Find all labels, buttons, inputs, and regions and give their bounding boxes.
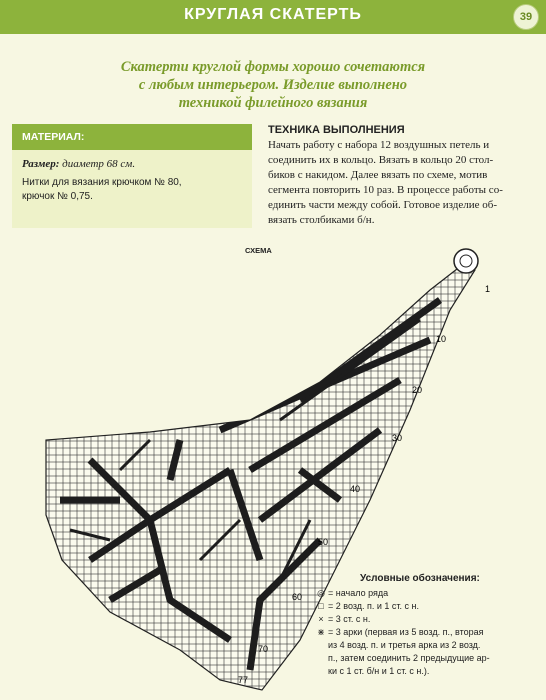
technique-heading: ТЕХНИКА ВЫПОЛНЕНИЯ <box>268 124 405 136</box>
legend-item <box>314 600 542 613</box>
legend-text: ки с 1 ст. б/н и 1 ст. с н.). <box>328 666 430 676</box>
yarn-line: крючок № 0,75. <box>22 191 93 202</box>
technique-line: соединить их в кольцо. Вязать в кольцо 20 стол- <box>268 154 494 166</box>
legend-title: Условные обозначения: <box>360 573 480 584</box>
yarn-line: Нитки для вязания крючком № 80, <box>22 177 182 188</box>
row-number: 1 <box>485 284 491 294</box>
legend-text: п., затем соединить 2 предыдущие ар- <box>328 653 490 663</box>
legend-text: = начало ряда <box>328 588 389 598</box>
cross-icon: × <box>318 614 324 624</box>
legend <box>314 587 542 678</box>
technique-line: Начать работу с набора 12 воздушных петель и <box>268 139 490 151</box>
legend-text: = 3 арки (первая из 5 возд. п., вторая <box>328 627 484 637</box>
scheme-label: СХЕМА <box>245 246 272 255</box>
technique-line: биков с накидом. Далее вязать по схеме, мотив <box>268 169 488 181</box>
technique-line: единить части между собой. Готовое изделие об- <box>268 199 498 211</box>
start-of-row-icon: ◎ <box>317 588 325 598</box>
legend-item <box>314 639 542 652</box>
materials-heading: МАТЕРИАЛ: <box>12 124 252 150</box>
legend-text: из 4 возд. п. и третья арка из 2 возд. <box>328 640 481 650</box>
legend-item <box>314 652 542 665</box>
legend-text: = 3 ст. с н. <box>328 614 371 624</box>
legend-item <box>314 587 542 600</box>
legend-text: = 2 возд. п. и 1 ст. с н. <box>328 601 420 611</box>
row-number: 10 <box>436 334 447 344</box>
row-number: 40 <box>350 484 361 494</box>
row-number: 20 <box>412 385 423 395</box>
square-icon: □ <box>318 601 324 611</box>
technique-line: сегмента повторить 10 раз. В процессе работы со- <box>268 184 503 196</box>
legend-item <box>314 613 542 626</box>
size-label: Размер: <box>22 158 60 170</box>
page-number: 39 <box>513 4 539 30</box>
legend-item <box>314 626 542 639</box>
row-number: 70 <box>258 644 269 654</box>
intro-line: Скатерти круглой формы хорошо сочетаются <box>120 59 426 75</box>
row-number: 50 <box>318 537 329 547</box>
intro-line: техникой филейного вязания <box>178 95 368 111</box>
row-number: 77 <box>238 675 249 685</box>
intro-line: с любым интерьером. Изделие выполнено <box>138 77 408 93</box>
size-value: диаметр 68 см. <box>62 158 136 170</box>
legend-item <box>314 665 542 678</box>
page-title: КРУГЛАЯ СКАТЕРТЬ <box>184 6 362 23</box>
row-number: 60 <box>292 592 303 602</box>
arch-icon: ⋇ <box>317 627 325 637</box>
start-ring-icon <box>454 249 478 273</box>
row-number: 30 <box>392 433 403 443</box>
technique-line: вязать столбиками б/н. <box>268 214 375 226</box>
